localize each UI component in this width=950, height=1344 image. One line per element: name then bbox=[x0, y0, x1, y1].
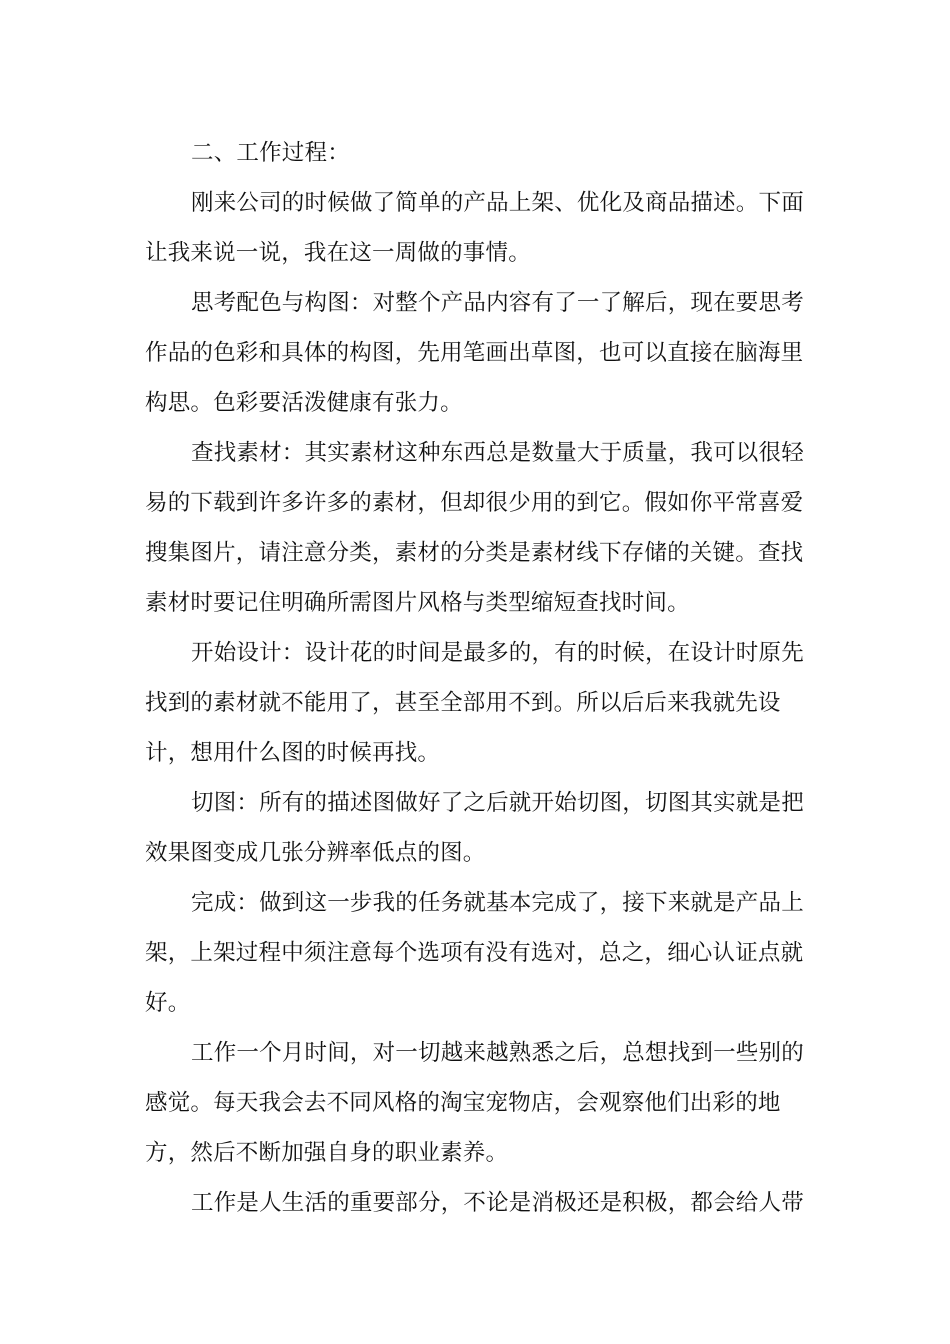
paragraph-one-month: 工作一个月时间，对一切越来越熟悉之后，总想找到一些别的感觉。每天我会去不同风格的淘宝宠物店，会观察他们出彩的地方，然后不断加强自身的职业素养。 bbox=[145, 1040, 804, 1166]
paragraph-color-composition: 思考配色与构图：对整个产品内容有了一了解后，现在要思考作品的色彩和具体的构图，先用笔画出草图，也可以直接在脑海里构思。色彩要活泼健康有张力。 bbox=[145, 290, 804, 416]
paragraph-slicing: 切图：所有的描述图做好了之后就开始切图，切图其实就是把效果图变成几张分辨率低点的图。 bbox=[145, 790, 804, 866]
paragraph-find-materials: 查找素材：其实素材这种东西总是数量大于质量，我可以很轻易的下载到许多许多的素材，但却很少用的到它。假如你平常喜爱搜集图片，请注意分类，素材的分类是素材线下存储的关键。查找素材时要记住明确所需图片风格与类型缩短查找时间。 bbox=[145, 440, 804, 616]
paragraph-work-life: 工作是人生活的重要部分，不论是消极还是积极，都会给人带 bbox=[191, 1190, 804, 1216]
document-body bbox=[145, 128, 825, 1228]
paragraph-complete: 完成：做到这一步我的任务就基本完成了，接下来就是产品上架，上架过程中须注意每个选项有没有选对，总之，细心认证点就好。 bbox=[145, 890, 804, 1016]
paragraph-start-design: 开始设计：设计花的时间是最多的，有的时候，在设计时原先找到的素材就不能用了，甚至全部用不到。所以后后来我就先设计，想用什么图的时候再找。 bbox=[145, 640, 804, 766]
section-heading: 二、工作过程： bbox=[191, 140, 350, 166]
paragraph-intro: 刚来公司的时候做了简单的产品上架、优化及商品描述。下面让我来说一说，我在这一周做的事情。 bbox=[145, 190, 804, 266]
